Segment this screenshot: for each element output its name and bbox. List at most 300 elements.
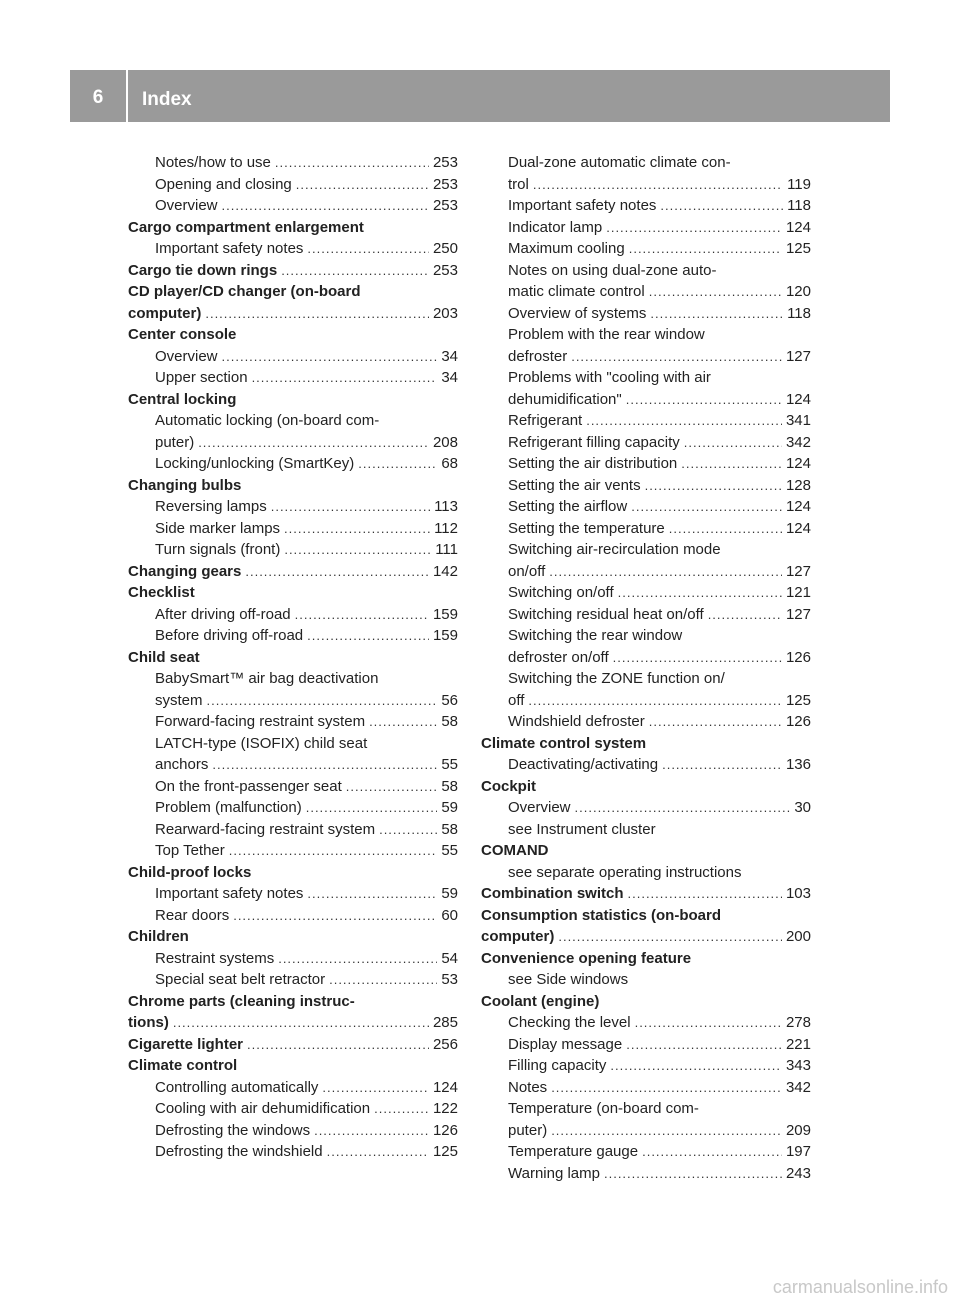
dot-leader bbox=[629, 238, 782, 260]
dot-leader bbox=[173, 1012, 429, 1034]
entry-label: Changing gears bbox=[128, 562, 242, 580]
entry-label: Turn signals (front) bbox=[155, 541, 281, 558]
entry-label: Coolant (engine) bbox=[481, 992, 600, 1010]
dot-leader bbox=[628, 883, 782, 905]
entry-label: CD player/CD changer (on-board bbox=[128, 283, 361, 300]
index-entry[interactable] bbox=[128, 238, 458, 260]
page-reference[interactable]: 159 bbox=[432, 627, 458, 644]
index-heading[interactable] bbox=[481, 926, 811, 948]
entry-label: Rear doors bbox=[155, 906, 230, 924]
index-heading bbox=[481, 840, 811, 862]
dot-leader bbox=[649, 281, 782, 303]
dot-leader bbox=[212, 754, 437, 776]
dot-leader bbox=[252, 367, 438, 389]
page-reference[interactable]: 278 bbox=[785, 1014, 811, 1031]
entry-label: Child seat bbox=[128, 648, 200, 666]
entry-label: Important safety notes bbox=[155, 885, 304, 902]
index-entry[interactable] bbox=[128, 711, 458, 733]
index-entry[interactable] bbox=[481, 1120, 811, 1142]
entry-label: puter) bbox=[508, 1121, 548, 1139]
entry-label: Windshield defroster bbox=[508, 713, 645, 730]
page-reference[interactable]: 253 bbox=[432, 197, 458, 214]
index-entry[interactable] bbox=[481, 453, 811, 475]
index-entry[interactable] bbox=[128, 367, 458, 389]
page-reference[interactable]: 59 bbox=[441, 885, 458, 902]
dot-leader bbox=[669, 518, 782, 540]
entry-label: Locking/unlocking (SmartKey) bbox=[155, 455, 355, 472]
dot-leader bbox=[684, 432, 782, 454]
entry-label: On the front-passenger seat bbox=[155, 777, 342, 795]
index-entry[interactable] bbox=[481, 1077, 811, 1099]
page-reference[interactable]: 126 bbox=[432, 1121, 458, 1139]
entry-label: After driving off-road bbox=[155, 605, 291, 623]
page-reference[interactable]: 58 bbox=[441, 820, 458, 838]
entry-label: Overview bbox=[155, 347, 218, 365]
index-column-right bbox=[481, 152, 811, 1184]
dot-leader bbox=[281, 260, 429, 282]
page-reference[interactable]: 256 bbox=[432, 1035, 458, 1053]
index-entry[interactable] bbox=[481, 195, 811, 217]
entry-label: Maximum cooling bbox=[508, 240, 625, 257]
dot-leader bbox=[662, 754, 782, 776]
entry-label: Refrigerant filling capacity bbox=[508, 433, 680, 451]
index-entry[interactable] bbox=[128, 1141, 458, 1163]
page-reference[interactable]: 53 bbox=[441, 971, 458, 988]
page-reference[interactable]: 34 bbox=[441, 369, 458, 386]
entry-label: system bbox=[155, 691, 203, 709]
index-entry[interactable] bbox=[481, 475, 811, 497]
page-reference[interactable]: 103 bbox=[785, 885, 811, 902]
entry-label: matic climate control bbox=[508, 283, 645, 300]
entry-label: see Instrument cluster bbox=[508, 820, 656, 838]
page-reference[interactable]: 208 bbox=[432, 433, 458, 451]
page-reference[interactable]: 120 bbox=[785, 283, 811, 300]
entry-label: Setting the air distribution bbox=[508, 455, 678, 472]
dot-leader bbox=[626, 1034, 782, 1056]
index-entry[interactable] bbox=[128, 840, 458, 862]
index-entry[interactable] bbox=[128, 518, 458, 540]
entry-label: Cargo tie down rings bbox=[128, 261, 278, 279]
dot-leader bbox=[271, 496, 430, 518]
entry-label: Switching air-recirculation mode bbox=[508, 541, 721, 558]
page-reference[interactable]: 285 bbox=[432, 1014, 458, 1031]
index-heading bbox=[481, 776, 811, 798]
dot-leader bbox=[660, 195, 783, 217]
index-entry[interactable] bbox=[128, 1120, 458, 1142]
index-entry[interactable] bbox=[481, 281, 811, 303]
dot-leader bbox=[551, 1077, 782, 1099]
index-entry bbox=[128, 733, 458, 755]
index-heading[interactable] bbox=[128, 303, 458, 325]
dot-leader bbox=[369, 711, 437, 733]
page-reference[interactable]: 221 bbox=[785, 1035, 811, 1053]
page-reference[interactable]: 243 bbox=[785, 1164, 811, 1182]
entry-label: Top Tether bbox=[155, 842, 225, 859]
page-reference[interactable]: 111 bbox=[435, 541, 458, 558]
index-entry bbox=[128, 410, 458, 432]
entry-label: Reversing lamps bbox=[155, 498, 267, 515]
entry-label: Deactivating/activating bbox=[508, 756, 659, 773]
page-reference[interactable]: 197 bbox=[785, 1143, 811, 1160]
entry-label: Cockpit bbox=[481, 777, 537, 795]
entry-label: Controlling automatically bbox=[155, 1078, 319, 1096]
index-column-left bbox=[128, 152, 458, 1163]
index-entry[interactable] bbox=[481, 561, 811, 583]
index-entry[interactable] bbox=[128, 797, 458, 819]
dot-leader bbox=[626, 389, 782, 411]
page-reference[interactable]: 124 bbox=[785, 218, 811, 236]
dot-leader bbox=[374, 1098, 429, 1120]
dot-leader bbox=[645, 475, 782, 497]
page-reference[interactable]: 253 bbox=[432, 175, 458, 193]
page-reference[interactable]: 250 bbox=[432, 240, 458, 257]
index-entry[interactable] bbox=[128, 346, 458, 368]
dot-leader bbox=[278, 948, 437, 970]
index-entry bbox=[481, 1098, 811, 1120]
entry-label: Central locking bbox=[128, 390, 237, 408]
entry-label: puter) bbox=[155, 433, 195, 451]
page-title: Index bbox=[142, 89, 192, 110]
dot-leader bbox=[296, 174, 429, 196]
entry-label: see Side windows bbox=[508, 971, 629, 988]
index-entry bbox=[481, 539, 811, 561]
index-entry[interactable] bbox=[128, 819, 458, 841]
index-heading bbox=[128, 582, 458, 604]
index-entry[interactable] bbox=[481, 754, 811, 776]
index-entry bbox=[481, 625, 811, 647]
page-reference[interactable]: 30 bbox=[794, 799, 811, 816]
entry-label: computer) bbox=[481, 928, 555, 945]
index-entry[interactable] bbox=[128, 776, 458, 798]
entry-label: trol bbox=[508, 175, 529, 193]
index-entry[interactable] bbox=[481, 1055, 811, 1077]
dot-leader bbox=[558, 926, 782, 948]
index-heading bbox=[128, 217, 458, 239]
page-reference[interactable]: 128 bbox=[785, 476, 811, 494]
index-entry[interactable] bbox=[128, 539, 458, 561]
index-entry bbox=[128, 668, 458, 690]
index-entry[interactable] bbox=[481, 711, 811, 733]
index-entry[interactable] bbox=[481, 1141, 811, 1163]
dot-leader bbox=[284, 518, 430, 540]
entry-label: Opening and closing bbox=[155, 175, 292, 193]
page-reference[interactable]: 122 bbox=[432, 1100, 458, 1117]
index-entry[interactable] bbox=[128, 883, 458, 905]
page-reference[interactable]: 124 bbox=[785, 519, 811, 537]
page-reference[interactable]: 58 bbox=[441, 777, 458, 795]
dot-leader bbox=[606, 217, 782, 239]
dot-leader bbox=[306, 797, 438, 819]
index-entry[interactable] bbox=[128, 905, 458, 927]
entry-label: Chrome parts (cleaning instruc- bbox=[128, 992, 355, 1010]
entry-label: Upper section bbox=[155, 369, 248, 386]
dot-leader bbox=[284, 539, 431, 561]
index-entry[interactable] bbox=[128, 604, 458, 626]
page-reference[interactable]: 253 bbox=[432, 261, 458, 279]
index-heading[interactable] bbox=[128, 1012, 458, 1034]
dot-leader bbox=[635, 1012, 782, 1034]
dot-leader bbox=[346, 776, 438, 798]
entry-label: Changing bulbs bbox=[128, 476, 242, 494]
page-reference[interactable]: 343 bbox=[785, 1057, 811, 1074]
dot-leader bbox=[610, 1055, 782, 1077]
entry-label: Overview bbox=[508, 799, 571, 816]
page-reference[interactable]: 200 bbox=[785, 928, 811, 945]
index-heading[interactable] bbox=[481, 883, 811, 905]
index-entry[interactable] bbox=[128, 625, 458, 647]
entry-label: Setting the airflow bbox=[508, 498, 628, 515]
page-reference[interactable]: 341 bbox=[785, 412, 811, 429]
dot-leader bbox=[650, 303, 783, 325]
index-heading bbox=[481, 733, 811, 755]
entry-label: Notes bbox=[508, 1078, 548, 1096]
index-entry[interactable] bbox=[128, 1077, 458, 1099]
entry-label: Climate control system bbox=[481, 734, 647, 752]
entry-label: on/off bbox=[508, 562, 546, 580]
entry-label: Display message bbox=[508, 1035, 623, 1053]
index-entry[interactable] bbox=[481, 217, 811, 239]
page-reference[interactable]: 127 bbox=[785, 562, 811, 580]
header-divider bbox=[126, 70, 128, 122]
index-entry bbox=[481, 819, 811, 841]
index-entry[interactable] bbox=[128, 496, 458, 518]
index-entry[interactable] bbox=[481, 1163, 811, 1185]
entry-label: Switching on/off bbox=[508, 584, 614, 601]
page-reference[interactable]: 126 bbox=[785, 713, 811, 730]
page-reference[interactable]: 58 bbox=[441, 713, 458, 730]
watermark: carmanualsonline.info bbox=[772, 1277, 948, 1297]
entry-label: Important safety notes bbox=[508, 197, 657, 214]
dot-leader bbox=[327, 1141, 429, 1163]
index-entry bbox=[481, 260, 811, 282]
entry-label: Cigarette lighter bbox=[128, 1035, 244, 1053]
page-reference[interactable]: 159 bbox=[432, 605, 458, 623]
page-number: 6 bbox=[92, 87, 104, 108]
entry-label: Refrigerant bbox=[508, 412, 583, 429]
dot-leader bbox=[528, 690, 782, 712]
entry-label: Temperature gauge bbox=[508, 1143, 639, 1160]
entry-label: Setting the temperature bbox=[508, 519, 665, 537]
dot-leader bbox=[247, 1034, 429, 1056]
index-heading bbox=[128, 1055, 458, 1077]
dot-leader bbox=[549, 561, 782, 583]
entry-label: Before driving off-road bbox=[155, 627, 304, 644]
entry-label: COMAND bbox=[481, 842, 549, 859]
index-entry[interactable] bbox=[481, 410, 811, 432]
entry-label: Convenience opening feature bbox=[481, 949, 692, 967]
index-entry[interactable] bbox=[481, 797, 811, 819]
dot-leader bbox=[358, 453, 437, 475]
index-heading bbox=[128, 647, 458, 669]
index-heading bbox=[128, 389, 458, 411]
index-entry[interactable] bbox=[481, 174, 811, 196]
entry-label: Side marker lamps bbox=[155, 519, 281, 537]
dot-leader bbox=[307, 625, 429, 647]
entry-label: Defrosting the windshield bbox=[155, 1143, 323, 1160]
index-entry[interactable] bbox=[128, 690, 458, 712]
entry-label: Cargo compartment enlargement bbox=[128, 218, 364, 236]
dot-leader bbox=[207, 690, 438, 712]
entry-label: Checklist bbox=[128, 584, 195, 601]
entry-label: Setting the air vents bbox=[508, 476, 641, 494]
entry-label: Switching the rear window bbox=[508, 627, 683, 644]
entry-label: Temperature (on-board com- bbox=[508, 1100, 699, 1117]
entry-label: Consumption statistics (on-board bbox=[481, 906, 721, 924]
index-entry[interactable] bbox=[128, 432, 458, 454]
index-entry[interactable] bbox=[128, 948, 458, 970]
dot-leader bbox=[233, 905, 437, 927]
index-heading[interactable] bbox=[128, 1034, 458, 1056]
index-entry[interactable] bbox=[481, 604, 811, 626]
index-entry bbox=[481, 668, 811, 690]
page-reference[interactable]: 127 bbox=[785, 605, 811, 623]
page-reference[interactable]: 125 bbox=[432, 1143, 458, 1160]
entry-label: BabySmart™ air bag deactivation bbox=[155, 670, 379, 687]
page-reference[interactable]: 124 bbox=[785, 498, 811, 515]
index-entry bbox=[481, 324, 811, 346]
page-reference[interactable]: 209 bbox=[785, 1121, 811, 1139]
dot-leader bbox=[551, 1120, 782, 1142]
entry-label: Warning lamp bbox=[508, 1164, 600, 1182]
entry-label: Restraint systems bbox=[155, 949, 275, 967]
page-reference[interactable]: 127 bbox=[785, 347, 811, 365]
index-heading[interactable] bbox=[128, 260, 458, 282]
entry-label: Automatic locking (on-board com- bbox=[155, 412, 380, 429]
entry-label: Combination switch bbox=[481, 885, 624, 902]
entry-label: Dual-zone automatic climate con- bbox=[508, 154, 731, 171]
dot-leader bbox=[205, 303, 429, 325]
index-entry[interactable] bbox=[128, 754, 458, 776]
entry-label: Filling capacity bbox=[508, 1057, 607, 1074]
page-reference[interactable]: 125 bbox=[785, 691, 811, 709]
entry-label: Cooling with air dehumidification bbox=[155, 1100, 371, 1117]
index-entry[interactable] bbox=[481, 1034, 811, 1056]
entry-label: Special seat belt retractor bbox=[155, 971, 326, 988]
dot-leader bbox=[198, 432, 429, 454]
entry-label: Notes on using dual-zone auto- bbox=[508, 261, 717, 279]
dot-leader bbox=[329, 969, 437, 991]
entry-label: Problem with the rear window bbox=[508, 326, 705, 343]
index-entry bbox=[481, 367, 811, 389]
entry-label: Overview bbox=[155, 197, 218, 214]
page-reference[interactable]: 55 bbox=[441, 842, 458, 859]
page-reference[interactable]: 34 bbox=[441, 347, 458, 365]
dot-leader bbox=[604, 1163, 782, 1185]
index-entry[interactable] bbox=[128, 174, 458, 196]
entry-label: Child-proof locks bbox=[128, 863, 252, 881]
page-reference[interactable]: 118 bbox=[787, 304, 811, 322]
index-heading bbox=[128, 281, 458, 303]
page-reference[interactable]: 342 bbox=[785, 433, 811, 451]
dot-leader bbox=[631, 496, 782, 518]
page-reference[interactable]: 60 bbox=[441, 906, 458, 924]
entry-label: Problems with "cooling with air bbox=[508, 369, 711, 386]
entry-label: defroster on/off bbox=[508, 648, 609, 666]
page-reference[interactable]: 121 bbox=[785, 584, 811, 601]
index-entry[interactable] bbox=[481, 238, 811, 260]
dot-leader bbox=[222, 195, 429, 217]
entry-label: see separate operating instructions bbox=[508, 863, 742, 881]
entry-label: tions) bbox=[128, 1014, 169, 1031]
index-entry[interactable] bbox=[481, 582, 811, 604]
page-reference[interactable]: 112 bbox=[434, 519, 458, 537]
entry-label: Rearward-facing restraint system bbox=[155, 820, 376, 838]
page-reference[interactable]: 113 bbox=[434, 498, 458, 515]
dot-leader bbox=[307, 883, 437, 905]
page-reference[interactable]: 253 bbox=[432, 154, 458, 171]
page-reference[interactable]: 136 bbox=[785, 756, 811, 773]
dot-leader bbox=[314, 1120, 429, 1142]
dot-leader bbox=[649, 711, 782, 733]
page-reference[interactable]: 124 bbox=[785, 390, 811, 408]
index-entry[interactable] bbox=[481, 389, 811, 411]
dot-leader bbox=[642, 1141, 782, 1163]
index-entry[interactable] bbox=[481, 303, 811, 325]
index-entry[interactable] bbox=[481, 1012, 811, 1034]
index-heading bbox=[481, 991, 811, 1013]
index-entry[interactable] bbox=[128, 453, 458, 475]
page-reference[interactable]: 125 bbox=[785, 240, 811, 257]
dot-leader bbox=[708, 604, 782, 626]
entry-label: Checking the level bbox=[508, 1014, 631, 1031]
page-reference[interactable]: 342 bbox=[785, 1078, 811, 1096]
page-reference[interactable]: 126 bbox=[785, 648, 811, 666]
page-reference[interactable]: 56 bbox=[441, 691, 458, 709]
index-entry[interactable] bbox=[128, 195, 458, 217]
index-entry[interactable] bbox=[481, 518, 811, 540]
index-entry bbox=[481, 862, 811, 884]
page-reference[interactable]: 203 bbox=[432, 304, 458, 322]
page-reference[interactable]: 119 bbox=[787, 175, 811, 193]
entry-label: Problem (malfunction) bbox=[155, 799, 302, 816]
index-heading[interactable] bbox=[128, 561, 458, 583]
entry-label: Climate control bbox=[128, 1057, 238, 1074]
index-entry[interactable] bbox=[128, 1098, 458, 1120]
index-entry[interactable] bbox=[481, 432, 811, 454]
index-entry[interactable] bbox=[481, 496, 811, 518]
index-heading bbox=[128, 991, 458, 1013]
dot-leader bbox=[307, 238, 429, 260]
page-reference[interactable]: 54 bbox=[441, 949, 458, 967]
page-reference[interactable]: 118 bbox=[787, 197, 811, 214]
entry-label: Notes/how to use bbox=[155, 154, 271, 171]
page-reference[interactable]: 124 bbox=[432, 1078, 458, 1096]
dot-leader bbox=[586, 410, 782, 432]
entry-label: Center console bbox=[128, 326, 237, 343]
entry-label: Children bbox=[128, 928, 189, 945]
dot-leader bbox=[295, 604, 429, 626]
index-entry bbox=[481, 969, 811, 991]
index-entry[interactable] bbox=[481, 346, 811, 368]
index-entry[interactable] bbox=[481, 647, 811, 669]
entry-label: Overview of systems bbox=[508, 304, 647, 322]
index-entry[interactable] bbox=[128, 152, 458, 174]
index-entry[interactable] bbox=[481, 690, 811, 712]
page-reference[interactable]: 68 bbox=[441, 455, 458, 472]
page-reference[interactable]: 55 bbox=[441, 756, 458, 773]
page-reference[interactable]: 59 bbox=[441, 799, 458, 816]
index-entry[interactable] bbox=[128, 969, 458, 991]
page-reference[interactable]: 142 bbox=[432, 562, 458, 580]
index-heading bbox=[128, 475, 458, 497]
index-entry bbox=[481, 152, 811, 174]
page-reference[interactable]: 124 bbox=[785, 455, 811, 472]
dot-leader bbox=[575, 797, 791, 819]
dot-leader bbox=[533, 174, 783, 196]
index-heading bbox=[128, 862, 458, 884]
entry-label: computer) bbox=[128, 304, 202, 322]
entry-label: defroster bbox=[508, 347, 568, 365]
